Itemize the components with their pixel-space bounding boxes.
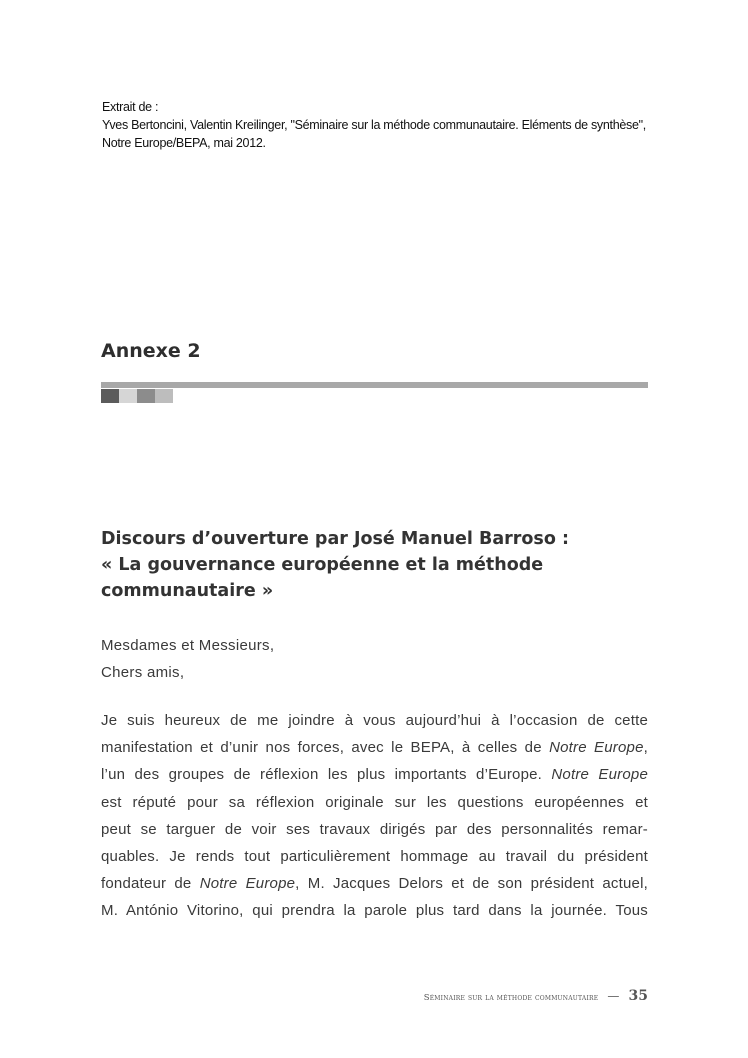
body-line-1: Je suis heureux de me joindre à vous aujourd’hui à l’occasion de cette <box>101 712 648 729</box>
body-text: manifestation et d’unir nos forces, avec le BEPA, à celles de <box>101 739 550 757</box>
body-line-3 <box>101 761 648 788</box>
body-text: l’un des groupes de réflexion les plus importants d’Europe. <box>101 766 552 784</box>
salutation-line-2: Chers amis, <box>101 664 185 681</box>
body-line-8: M. António Vitorino, qui prendra la parole plus tard dans la journée. Tous <box>101 902 648 920</box>
page-number: 35 <box>628 988 648 1004</box>
extract-note <box>102 98 722 152</box>
body-line-2 <box>101 734 648 761</box>
salutation-line-1: Mesdames et Messieurs, <box>101 637 275 654</box>
publication-name: Notre Europe <box>199 875 296 893</box>
speech-title <box>101 526 661 604</box>
body-line-5: peut se targuer de voir ses travaux dirigés par des personnalités remar- <box>101 820 648 838</box>
publication-name: Notre Europe <box>551 766 648 784</box>
section-divider <box>101 382 648 388</box>
body-text: , <box>643 739 648 757</box>
annex-title: Annexe 2 <box>101 340 201 362</box>
speech-body <box>101 707 648 925</box>
speech-title-line-2: « La gouvernance européenne et la méthode <box>101 555 544 575</box>
page-footer <box>424 985 648 1004</box>
body-line-7 <box>101 870 648 897</box>
body-line-6: quables. Je rends tout particulièrement hommage au travail du président <box>101 847 648 865</box>
decorative-square-1 <box>101 389 119 403</box>
body-text: , M. Jacques Delors et de son président actuel, <box>295 875 648 893</box>
footer-label: Séminaire sur la méthode communautaire <box>423 993 599 1003</box>
extract-citation-line-1: Yves Bertoncini, Valentin Kreilinger, "Séminaire sur la méthode communautaire. Eléments de synthèse", <box>102 118 646 132</box>
salutation <box>101 632 274 686</box>
decorative-square-4 <box>155 389 173 403</box>
extract-citation-line-2: Notre Europe/BEPA, mai 2012. <box>102 136 266 150</box>
body-line-4: est réputé pour sa réflexion originale sur les questions européennes et <box>101 793 648 811</box>
decorative-square-3 <box>137 389 155 403</box>
speech-title-line-3: communautaire » <box>101 581 274 601</box>
speech-title-line-1: Discours d’ouverture par José Manuel Barroso : <box>101 529 569 549</box>
decorative-square-2 <box>119 389 137 403</box>
publication-name: Notre Europe <box>549 739 644 757</box>
footer-separator: — <box>607 989 620 1003</box>
body-text: fondateur de <box>101 875 200 893</box>
extract-label: Extrait de : <box>102 100 159 114</box>
